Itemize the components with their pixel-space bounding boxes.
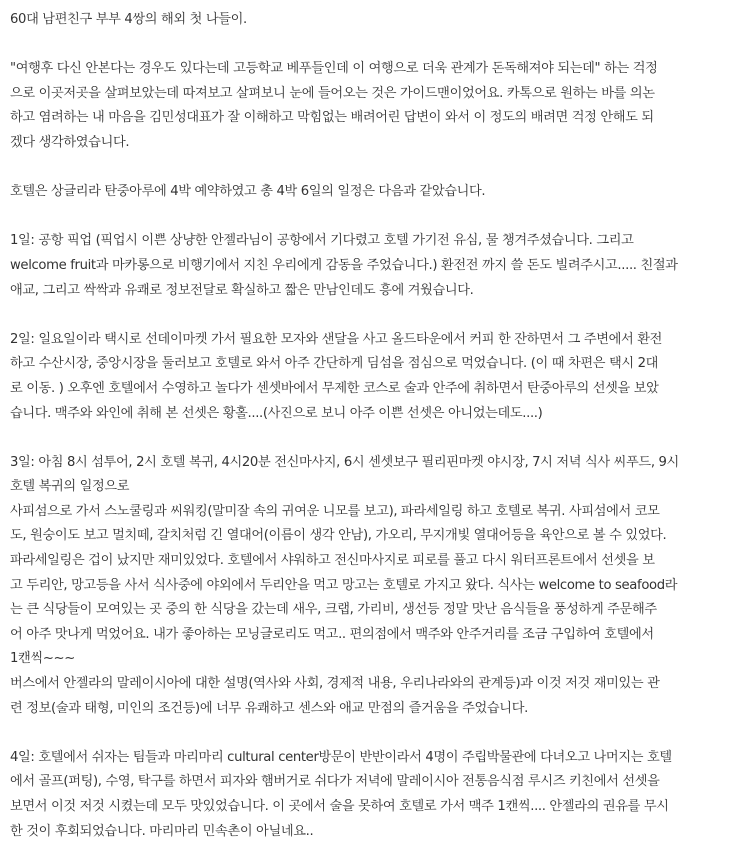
paragraph-line: 하고 염려하는 내 마음을 김민성대표가 잘 이해하고 막힘없는 배려어린 답변이 와서 이 정도의 배려면 걱정 안해도 되 xyxy=(10,110,654,126)
paragraph-line: 하고 수산시장, 중앙시장을 둘러보고 호텔로 와서 아주 간단하게 딤섬을 점심으로 먹었습니다. (이 때 차편은 택시 2대 xyxy=(10,356,659,372)
paragraph-line: 습니다. 맥주와 와인에 취해 본 선셋은 황홀....(사진으로 보니 아주 이쁜 선셋은 아니었는데도....) xyxy=(10,405,543,421)
paragraph-line: 고 두리안, 망고등을 사서 식사중에 야외에서 두리안을 먹고 망고는 호텔로 가지고 왔다. 식사는 welcome to seafood라 xyxy=(10,577,678,593)
paragraph-line: 한 것이 후회되었습니다. 마리마리 민속촌이 아닐네요.. xyxy=(10,823,314,839)
paragraph-line: 는 큰 식당들이 모여있는 곳 중의 한 식당을 갔는데 새우, 크랩, 가리비, 생선등 정말 맛난 음식들을 풍성하게 주문해주 xyxy=(10,602,657,618)
paragraph-line: 사피섬으로 가서 스노쿨링과 씨워킹(말미잘 속의 귀여운 니모를 보고), 파라세일링 하고 호텔로 복귀. 사피섬에서 코모 xyxy=(10,503,660,519)
paragraph-line: 3일: 아침 8시 섬투어, 2시 호텔 복귀, 4시20분 전신마사지, 6시 센셋보구 필리핀마켓 야시장, 7시 저녁 식사 씨푸드, 9시 xyxy=(10,454,679,470)
paragraph-line: 1캔씩~~~ xyxy=(10,651,75,667)
paragraph-line: welcome fruit과 마카롱으로 비행기에서 지친 우리에게 감동을 주었습니다.) 환전전 까지 쓸 돈도 빌려주시고..... 친절과 xyxy=(10,257,678,273)
paragraph-gap xyxy=(10,205,736,230)
paragraph-gap xyxy=(10,33,736,58)
paragraph-line: 호텔 복귀의 일정으로 xyxy=(10,479,130,495)
paragraph-line: 파라세일링은 겁이 났지만 재미있었다. 호텔에서 샤워하고 전신마사지로 피로를 풀고 다시 워터프론트에서 선셋을 보 xyxy=(10,553,655,569)
paragraph-gap xyxy=(10,721,736,746)
paragraph-line: 버스에서 안젤라의 말레이시아에 대한 설명(역사와 사회, 경제적 내용, 우리나라와의 관계등)과 이것 저것 재미있는 관 xyxy=(10,676,660,692)
paragraph-line: 1일: 공항 픽업 (픽업시 이쁜 상냥한 안젤라님이 공항에서 기다렸고 호텔 가기전 유심, 물 챙겨주셨습니다. 그리고 xyxy=(10,233,634,249)
post-paragraph xyxy=(10,180,736,205)
paragraph-line: 겠다 생각하였습니다. xyxy=(10,134,130,150)
paragraph-line: "여행후 다신 안본다는 경우도 있다는데 고등학교 베푸들인데 이 여행으로 더욱 관계가 돈독해져야 되는데" 하는 걱정 xyxy=(10,61,658,77)
paragraph-line: 보면서 이것 저것 시켰는데 모두 맛있었습니다. 이 곳에서 술을 못하여 호텔로 가서 맥주 1캔씩.... 안젤라의 권유를 무시 xyxy=(10,799,669,814)
paragraph-line: 애교, 그리고 싹싹과 유쾌로 정보전달로 확실하고 짧은 만남인데도 흥에 겨웠습니다. xyxy=(10,282,474,298)
post-paragraph xyxy=(10,229,736,303)
paragraph-line: 어 아주 맛나게 먹었어요. 내가 좋아하는 모닝글로리도 먹고.. 편의점에서 맥주와 안주거리를 조금 구입하여 호텔에서 xyxy=(10,626,654,642)
paragraph-gap xyxy=(10,156,736,181)
paragraph-line: 으로 이곳저곳을 살펴보았는데 따져보고 살펴보니 눈에 들어오는 것은 가이드맨이었어요. 카톡으로 원하는 바를 의논 xyxy=(10,85,655,101)
post-title: 60대 남편친구 부부 4쌍의 해외 첫 나들이. xyxy=(10,12,247,27)
post-paragraph xyxy=(10,746,736,844)
paragraph-line: 로 이동. ) 오후엔 호텔에서 수영하고 놀다가 센셋바에서 무제한 코스로 술과 안주에 취하면서 탄중아루의 선셋을 보았 xyxy=(10,380,659,396)
paragraph-line: 련 정보(술과 태형, 미인의 조건등)에 너무 유쾌하고 센스와 애교 만점의 즐거움을 주었습니다. xyxy=(10,700,528,716)
paragraph-line: 도, 원숭이도 보고 멀치떼, 갈치처럼 긴 열대어(이름이 생각 안남), 가오리, 무지개빛 열대어등을 육안으로 볼 수 있었다. xyxy=(10,528,667,544)
paragraph-line: 2일: 일요일이라 택시로 선데이마켓 가서 필요한 모자와 샌달을 사고 올드타운에서 커피 한 잔하면서 그 주변에서 환전 xyxy=(10,331,663,347)
paragraph-line: 4일: 호텔에서 쉬자는 팀들과 마리마리 cultural center방문이 반반이라서 4명이 주립박물관에 다녀오고 나머지는 호텔 xyxy=(10,749,672,765)
paragraph-gap xyxy=(10,426,736,451)
paragraph-line: 에서 골프(퍼팅), 수영, 탁구를 하면서 피자와 햄버거로 쉬다가 저녁에 말레이시아 전통음식점 루시즈 키친에서 선셋을 xyxy=(10,774,660,790)
post-paragraph xyxy=(10,328,736,426)
post-paragraph xyxy=(10,57,736,155)
paragraph-line: 호텔은 상글리라 탄중아루에 4박 예약하였고 총 4박 6일의 일정은 다음과 같았습니다. xyxy=(10,184,486,200)
post-paragraph xyxy=(10,451,736,722)
paragraph-gap xyxy=(10,303,736,328)
post-body xyxy=(10,57,736,844)
